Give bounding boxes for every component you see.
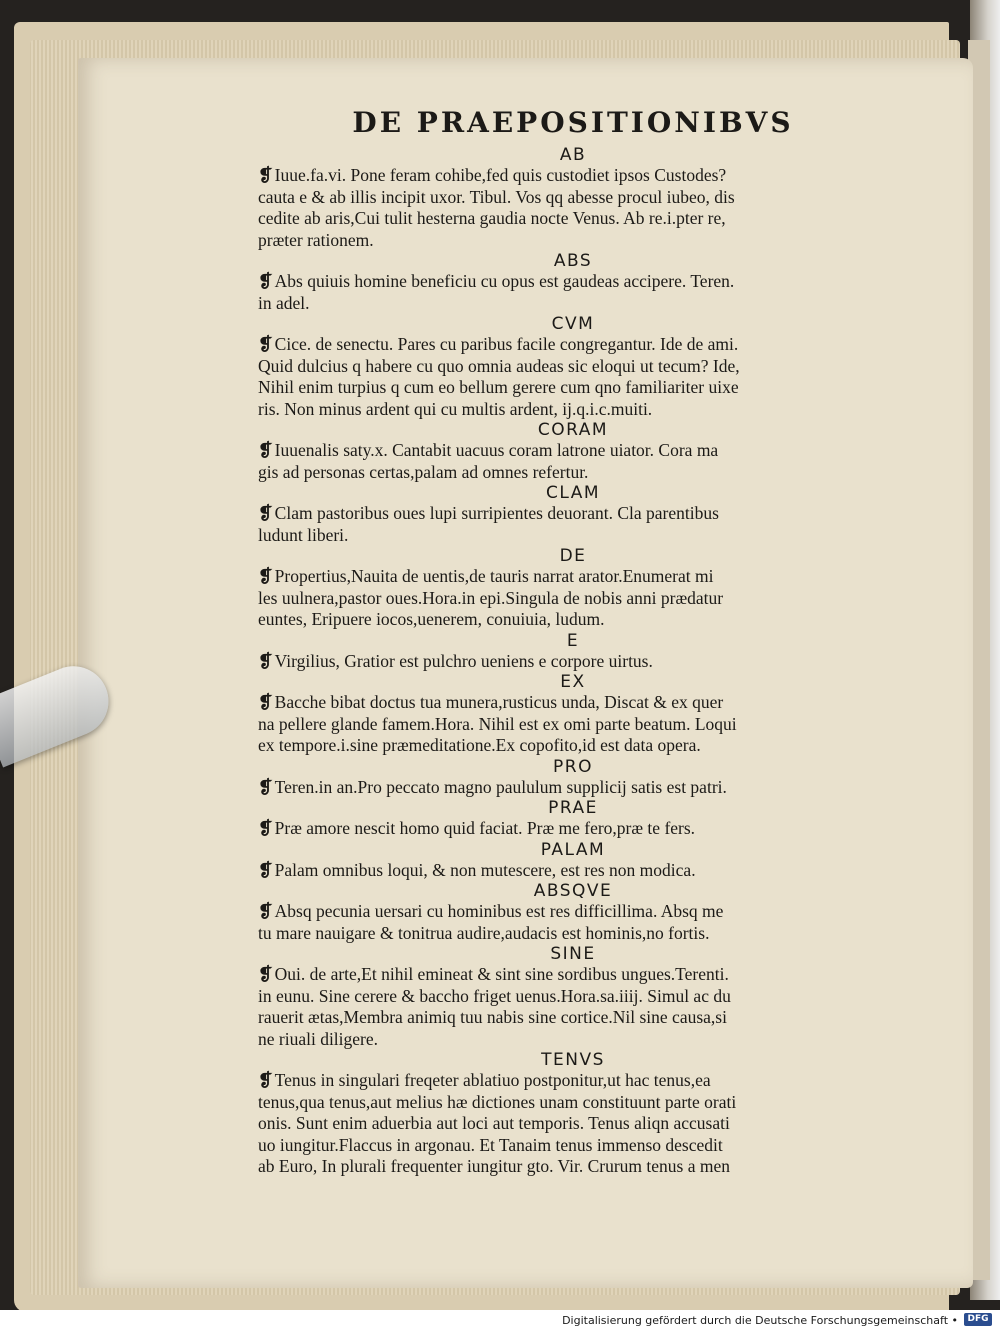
section — [258, 546, 888, 631]
section-heading: DE — [559, 546, 587, 566]
section — [258, 1050, 888, 1178]
line-text: Propertius,Nauita de uentis,de tauris narrat arator.Enumerat mi — [274, 566, 714, 586]
paragraph-line — [258, 230, 888, 252]
paragraph-mark-icon: ❡ — [258, 901, 273, 921]
dfg-logo: DFG — [964, 1313, 992, 1326]
paragraph-first-line — [258, 818, 888, 840]
paragraph-line — [258, 525, 888, 547]
section-heading: CORAM — [537, 420, 609, 440]
funding-credit: Digitalisierung gefördert durch die Deutsche Forschungsgemeinschaft • — [562, 1314, 958, 1327]
page-title: DE PRAEPOSITIONIBVS — [352, 106, 794, 139]
line-text: Iuuenalis saty.x. Cantabit uacuus coram latrone uiator. Cora ma — [274, 440, 719, 460]
section-heading: AB — [559, 145, 587, 165]
line-text: Bacche bibat doctus tua munera,rusticus unda, Discat & ex quer — [274, 692, 724, 712]
line-text: Palam omnibus loqui, & non mutescere, est res non modica. — [274, 859, 696, 880]
line-text: tu mare nauigare & tonitrua audire,audacis est hominis,no fortis. — [258, 922, 710, 943]
paragraph-line — [258, 1007, 888, 1029]
section-heading: CVM — [551, 314, 595, 334]
paragraph-first-line — [258, 860, 888, 882]
line-text: tenus,qua tenus,aut melius hæ dictiones unam constituunt parte orati — [258, 1091, 737, 1112]
paragraph-first-line — [258, 440, 888, 462]
line-text: ex tempore.i.sine præmeditatione.Ex copofito,id est data opera. — [258, 735, 701, 755]
section — [258, 944, 888, 1050]
section-heading: TENVS — [541, 1050, 605, 1070]
section-heading: PRAE — [548, 798, 598, 818]
paragraph-line — [258, 462, 888, 484]
line-text: Nihil enim turpius q cum eo bellum gerere cum qno familiariter uixe — [258, 377, 739, 397]
section — [258, 881, 888, 944]
line-text: Cice. de senectu. Pares cu paribus facile congregantur. Ide de ami. — [274, 334, 739, 354]
paragraph-first-line — [258, 964, 888, 986]
paragraph-line — [258, 986, 888, 1008]
section — [258, 314, 888, 420]
paragraph-mark-icon: ❡ — [258, 776, 273, 797]
paragraph-mark-icon: ❡ — [258, 271, 273, 291]
section — [258, 420, 888, 483]
paragraph-line — [258, 735, 888, 757]
section — [258, 631, 888, 673]
paragraph-mark-icon: ❡ — [258, 1070, 273, 1090]
paragraph-line — [258, 187, 888, 209]
line-text: præter rationem. — [258, 229, 374, 250]
line-text: in eunu. Sine cerere & baccho friget uenus.Hora.sa.iiij. Simul ac du — [258, 985, 731, 1006]
line-text: Absq pecunia uersari cu hominibus est res difficillima. Absq me — [274, 901, 724, 921]
line-text: Clam pastoribus oues lupi surripientes deuorant. Cla parentibus — [274, 503, 719, 523]
section-heading: EX — [560, 672, 586, 692]
line-text: in adel. — [258, 292, 310, 313]
line-text: Præ amore nescit homo quid faciat. Præ me fero,præ te fers. — [274, 818, 696, 838]
line-text: rauerit ætas,Membra animiq tuu nabis sine cortice.Nil sine causa,si — [258, 1007, 727, 1027]
line-text: ludunt liberi. — [258, 524, 349, 545]
paragraph-line — [258, 923, 888, 945]
paragraph-mark-icon: ❡ — [258, 964, 273, 984]
paragraph-line — [258, 208, 888, 230]
section-heading: E — [566, 630, 580, 651]
footer-bar — [0, 1310, 1000, 1330]
line-text: Teren.in an.Pro peccato magno paululum supplicij satis est patri. — [274, 776, 727, 797]
paragraph-first-line — [258, 271, 888, 293]
section-heading: ABSQVE — [533, 881, 613, 901]
line-text: Iuue.fa.vi. Pone feram cohibe,fed quis custodiet ipsos Custodes? — [274, 165, 727, 185]
paragraph-mark-icon: ❡ — [258, 650, 273, 671]
paragraph-mark-icon: ❡ — [258, 440, 273, 460]
paragraph-mark-icon: ❡ — [258, 165, 273, 185]
line-text: uo iungitur.Flaccus in argonau. Et Tanaim tenus immenso descedit — [258, 1134, 723, 1155]
section-heading: PRO — [553, 756, 593, 777]
paragraph-mark-icon: ❡ — [258, 566, 273, 586]
line-text: les uulnera,pastor oues.Hora.in epi.Singula de nobis anni prædatur — [258, 587, 724, 608]
line-text: cauta e & ab illis incipit uxor. Tibul. Vos qq abesse procul iubeo, dis — [258, 186, 735, 207]
page-text — [258, 100, 888, 1178]
paragraph-line — [258, 293, 888, 315]
section — [258, 145, 888, 251]
section-heading: CLAM — [545, 483, 601, 503]
line-text: gis ad personas certas,palam ad omnes refertur. — [258, 461, 589, 482]
paragraph-line — [258, 1113, 888, 1135]
paragraph-line — [258, 1156, 888, 1178]
line-text: ab Euro, In plurali frequenter iungitur gto. Vir. Crurum tenus a men — [258, 1156, 730, 1176]
paragraph-mark-icon: ❡ — [258, 818, 273, 838]
paragraph-first-line — [258, 503, 888, 525]
line-text: Abs quiuis homine beneficiu cu opus est gaudeas accipere. Teren. — [274, 271, 735, 291]
paragraph-line — [258, 1029, 888, 1051]
paragraph-mark-icon: ❡ — [258, 859, 273, 880]
line-text: euntes, Eripuere iocos,uenerem, conuiuia, ludum. — [258, 609, 605, 629]
paragraph-first-line — [258, 165, 888, 187]
section-heading: ABS — [553, 251, 593, 271]
section — [258, 757, 888, 799]
paragraph-line — [258, 399, 888, 421]
paragraph-first-line — [258, 566, 888, 588]
line-text: Oui. de arte,Et nihil emineat & sint sine sordibus ungues.Terenti. — [274, 964, 729, 984]
paragraph-mark-icon: ❡ — [258, 334, 273, 354]
line-text: na pellere glande famem.Hora. Nihil est ex omi parte beatum. Loqui — [258, 713, 737, 734]
paragraph-first-line — [258, 692, 888, 714]
line-text: Virgilius, Gratior est pulchro ueniens e corpore uirtus. — [274, 650, 653, 671]
line-text: ne riuali diligere. — [258, 1028, 379, 1049]
section — [258, 840, 888, 882]
line-text: onis. Sunt enim aduerbia aut loci aut temporis. Tenus aliqn accusati — [258, 1113, 730, 1133]
line-text: ris. Non minus ardent qui cu multis ardent, ij.q.i.c.muiti. — [258, 398, 653, 419]
paragraph-line — [258, 1092, 888, 1114]
paragraph-line — [258, 714, 888, 736]
section — [258, 483, 888, 546]
paragraph-first-line — [258, 777, 888, 799]
paragraph-line — [258, 1135, 888, 1157]
section — [258, 672, 888, 757]
paragraph-first-line — [258, 1070, 888, 1092]
section-heading: PALAM — [540, 839, 606, 860]
section — [258, 251, 888, 314]
paragraph-first-line — [258, 901, 888, 923]
line-text: Quid dulcius q habere cu quo omnia audeas sic eloqui ut tecum? Ide, — [258, 355, 740, 376]
paragraph-mark-icon: ❡ — [258, 692, 273, 712]
paragraph-line — [258, 356, 888, 378]
paragraph-line — [258, 377, 888, 399]
paragraph-mark-icon: ❡ — [258, 503, 273, 523]
paragraph-first-line — [258, 651, 888, 673]
section — [258, 798, 888, 840]
paragraph-line — [258, 588, 888, 610]
section-heading: SINE — [550, 944, 596, 964]
line-text: Tenus in singulari freqeter ablatiuo postponitur,ut hac tenus,ea — [274, 1070, 711, 1090]
paragraph-line — [258, 609, 888, 631]
line-text: cedite ab aris,Cui tulit hesterna gaudia nocte Venus. Ab re.i.pter re, — [258, 208, 726, 228]
paragraph-first-line — [258, 334, 888, 356]
section-list — [258, 145, 888, 1178]
